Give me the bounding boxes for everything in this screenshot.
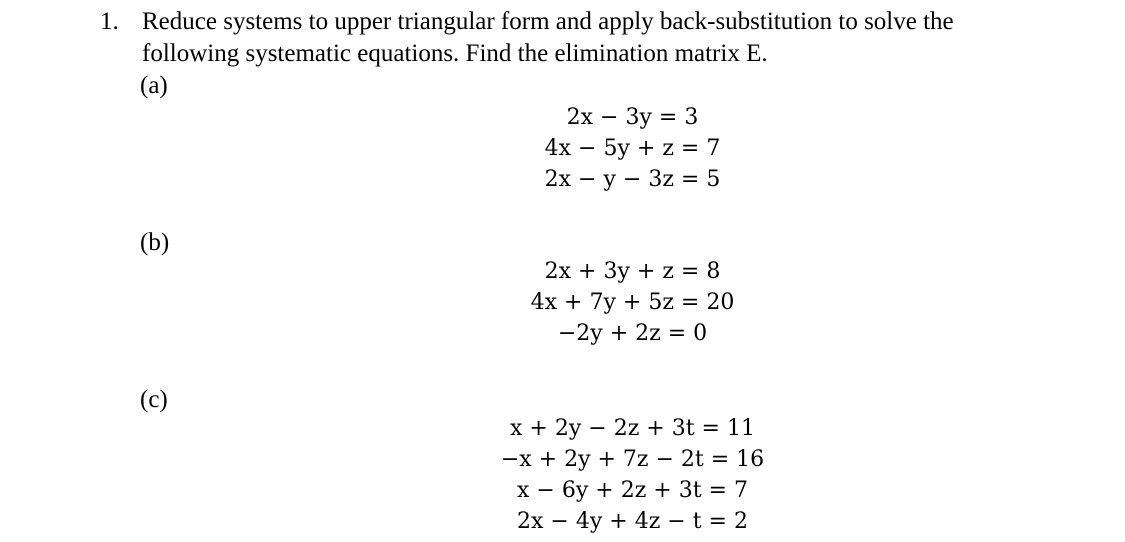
equation: 4x + 7y + 5z = 20	[530, 290, 735, 315]
equation: 2x − y − 3z = 5	[544, 167, 721, 192]
instruction-line-1: Reduce systems to upper triangular form and apply back-substitution to solve the	[142, 8, 954, 35]
part-a-label: (a)	[140, 72, 168, 99]
equation: 4x − 5y + z = 7	[544, 136, 721, 161]
part-c-label: (c)	[140, 386, 168, 413]
equation: 2x − 4y + 4z − t = 2	[517, 509, 748, 534]
problem-number: 1.	[100, 8, 119, 35]
equation: −2y + 2z = 0	[557, 321, 708, 346]
part-c-equations	[420, 413, 845, 537]
part-a-equations	[420, 102, 845, 195]
instruction-line-2: following systematic equations. Find the elimination matrix E.	[142, 40, 768, 67]
part-b-label: (b)	[140, 229, 170, 256]
equation: 2x − 3y = 3	[566, 105, 699, 130]
equation: x + 2y − 2z + 3t = 11	[510, 416, 755, 441]
problem-instruction	[142, 6, 1102, 70]
equation: −x + 2y + 7z − 2t = 16	[500, 447, 765, 472]
part-b-equations	[420, 256, 845, 349]
equation: x − 6y + 2z + 3t = 7	[517, 478, 748, 503]
equation: 2x + 3y + z = 8	[544, 259, 721, 284]
